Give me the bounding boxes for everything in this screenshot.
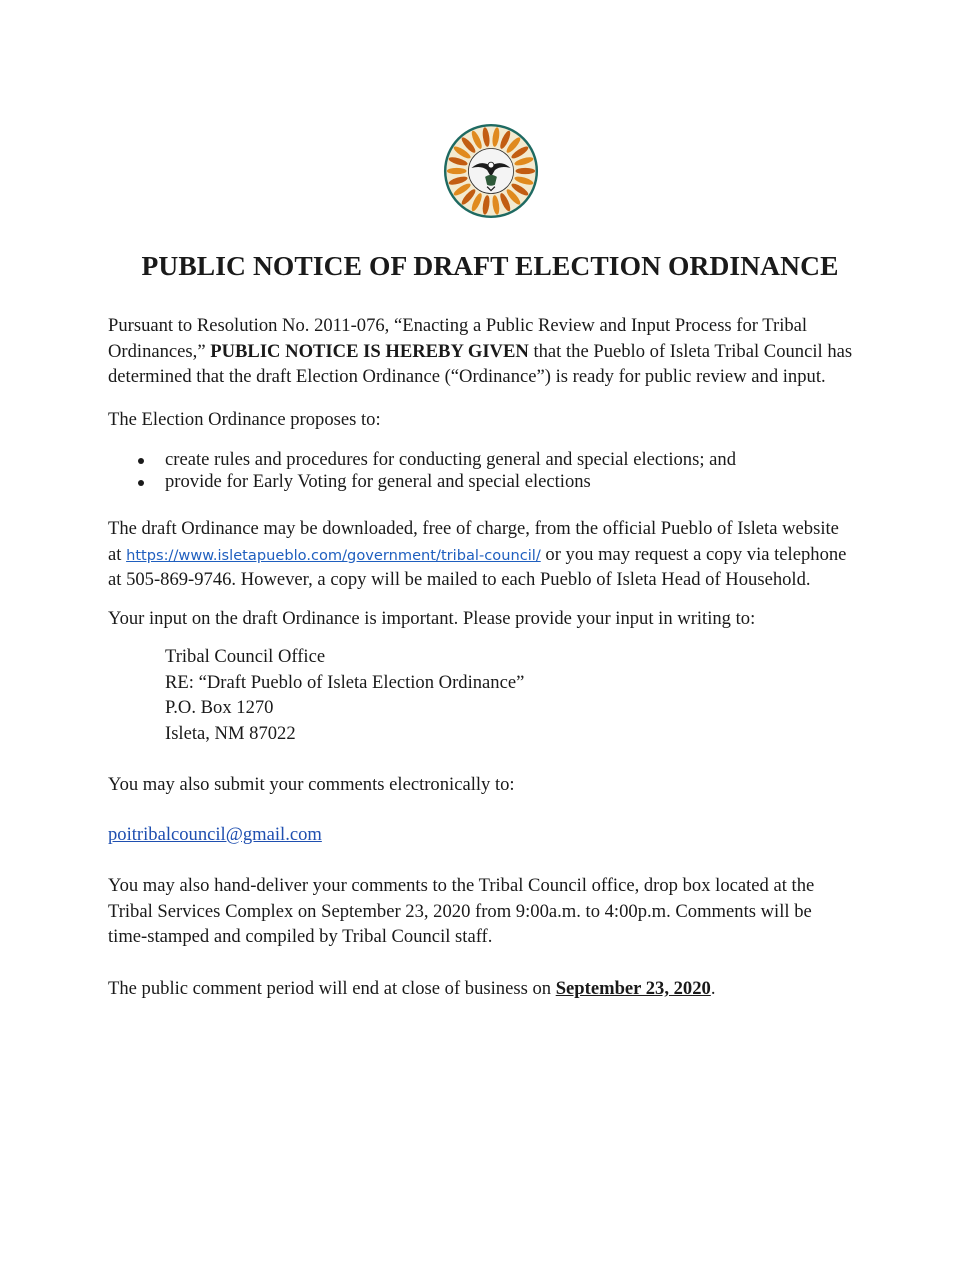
seal-ray — [447, 168, 467, 174]
public-notice-emphasis: PUBLIC NOTICE IS HEREBY GIVEN — [210, 340, 529, 362]
address-line: Tribal Council Office — [165, 646, 326, 667]
hand-deliver-line-2: Tribal Services Complex on September 23, 2020 from 9:00a.m. to 4:00p.m. Comments will be — [108, 900, 812, 922]
download-line-3: at 505-869-9746. However, a copy will be mailed to each Pueblo of Isleta Head of Household. — [108, 569, 811, 590]
list-item: provide for Early Voting for general and special elections — [136, 471, 736, 493]
input-heading: Your input on the draft Ordinance is important. Please provide your input in writing to: — [108, 608, 756, 629]
intro-line-1: Pursuant to Resolution No. 2011-076, “Enacting a Public Review and Input Process for Tribal — [108, 315, 808, 336]
closing-line: The public comment period will end at close of business on September 23, 2020. — [108, 978, 716, 999]
proposal-list — [136, 449, 736, 492]
bullet-icon — [138, 458, 144, 464]
address-line: P.O. Box 1270 — [165, 697, 274, 718]
council-website-link[interactable]: https://www.isletapueblo.com/government/tribal-council/ — [126, 546, 541, 564]
address-line: RE: “Draft Pueblo of Isleta Election Ordinance” — [165, 671, 525, 693]
deadline-date: September 23, 2020 — [555, 978, 711, 999]
mailing-address — [165, 644, 524, 746]
email-link[interactable]: poitribalcouncil@gmail.com — [108, 824, 322, 845]
intro-line-3: determined that the draft Election Ordinance (“Ordinance”) is ready for public review and input. — [108, 366, 826, 387]
bullet-icon — [138, 480, 144, 486]
proposes-heading: The Election Ordinance proposes to: — [108, 409, 381, 430]
page-title: PUBLIC NOTICE OF DRAFT ELECTION ORDINANCE — [141, 250, 839, 281]
pueblo-seal-icon — [442, 122, 540, 220]
email-line — [108, 822, 322, 848]
electronic-heading: You may also submit your comments electronically to: — [108, 774, 515, 795]
hand-deliver-line-1: You may also hand-deliver your comments to the Tribal Council office, drop box located at the — [108, 875, 815, 896]
intro-line-2: Ordinances,” PUBLIC NOTICE IS HEREBY GIVEN that the Pueblo of Isleta Tribal Council has — [108, 340, 853, 362]
address-line: Isleta, NM 87022 — [165, 722, 296, 744]
download-line-1: The draft Ordinance may be downloaded, free of charge, from the official Pueblo of Isleta website — [108, 518, 839, 539]
download-line-2: at https://www.isletapueblo.com/government/tribal-council/ or you may request a copy via telephone — [108, 543, 847, 565]
seal-ray — [516, 168, 536, 174]
hand-deliver-line-3: time-stamped and compiled by Tribal Council staff. — [108, 926, 493, 947]
list-item: create rules and procedures for conducting general and special elections; and — [136, 449, 736, 471]
